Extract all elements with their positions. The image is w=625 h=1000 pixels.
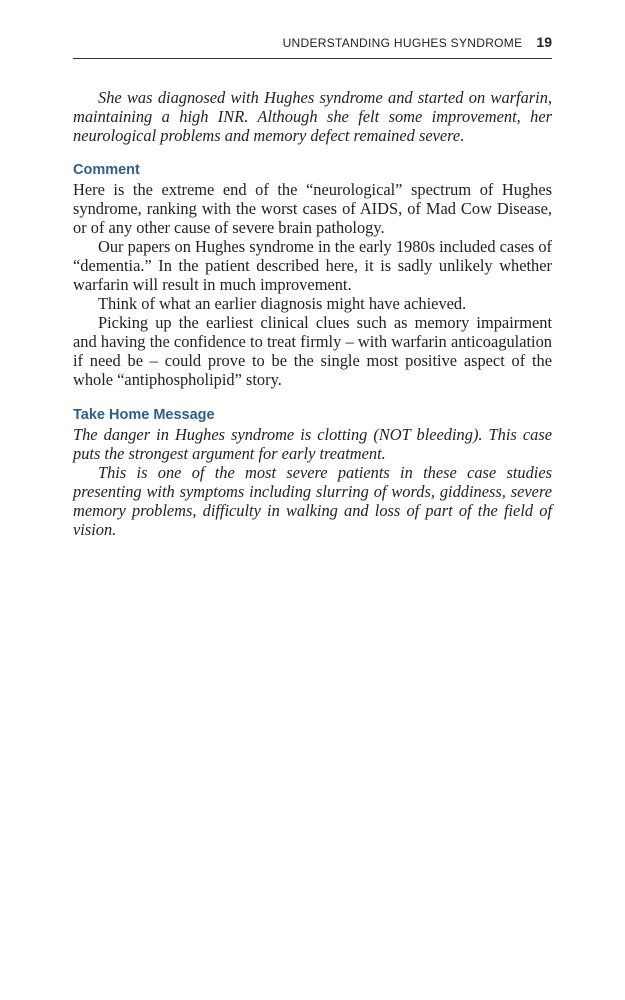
take-home-paragraph-1: The danger in Hughes syndrome is clotting (NOT bleeding). This case puts the strongest argument for early treatment.: [73, 425, 552, 463]
comment-paragraph-3: Think of what an earlier diagnosis might have achieved.: [98, 294, 467, 313]
comment-heading: Comment: [73, 162, 140, 178]
comment-paragraph-1: Here is the extreme end of the “neurological” spectrum of Hughes syndrome, ranking with the worst cases of AIDS, of Mad Cow Disease, or of any other cause of severe brain pathology.: [73, 180, 552, 237]
intro-paragraph: She was diagnosed with Hughes syndrome and started on warfarin, maintaining a high INR. Although she felt some improvement, her neurological problems and memory defect remained severe.: [73, 88, 552, 145]
book-page: [73, 34, 552, 539]
running-title: UNDERSTANDING HUGHES SYNDROME: [282, 36, 523, 50]
take-home-paragraph-2: This is one of the most severe patients in these case studies presenting with symptoms including slurring of words, giddiness, severe memory problems, difficulty in walking and loss of part of the field of vision.: [73, 463, 552, 539]
comment-paragraph-2: Our papers on Hughes syndrome in the early 1980s included cases of “dementia.” In the patient described here, it is sadly unlikely whether warfarin will result in much improvement.: [73, 237, 552, 294]
page-number: 19: [536, 34, 552, 50]
comment-paragraph-4: Picking up the earliest clinical clues such as memory impairment and having the confidence to treat firmly – with warfarin anticoagulation if need be – could prove to be the single most positive aspect of the whole “antiphospholipid” story.: [73, 313, 552, 389]
take-home-heading: Take Home Message: [73, 407, 215, 423]
running-header: [73, 34, 552, 59]
